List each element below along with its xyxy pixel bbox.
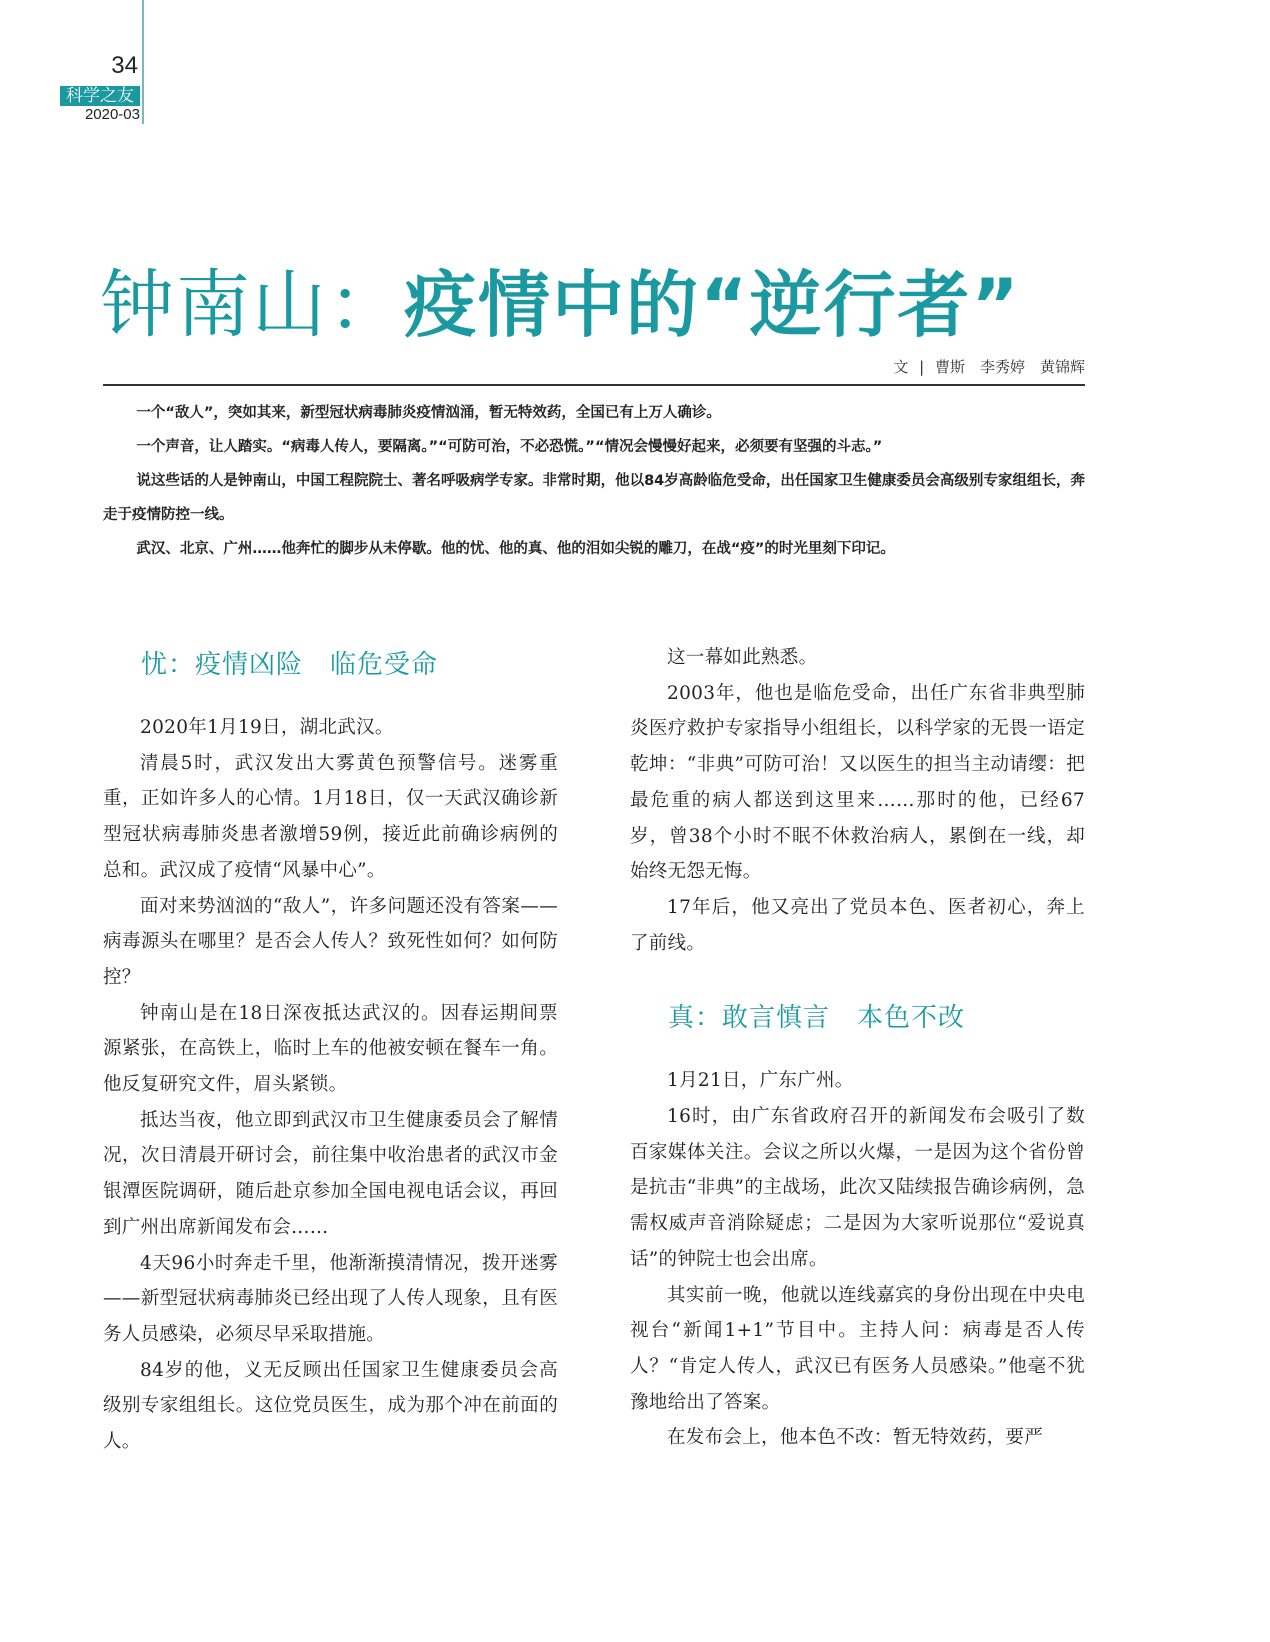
intro-paragraph: 一个“敌人”，突如其来，新型冠状病毒肺炎疫情汹涌，暂无特效药，全国已有上万人确诊。 [136,405,721,421]
body-paragraph: 面对来势汹汹的“敌人”，许多问题还没有答案——病毒源头在哪里？是否会人传人？致死性如何？如何防控？ [103,895,558,988]
section-heading: 真：敢言慎言 本色不改 [668,1003,966,1034]
body-paragraph: 在发布会上，他本色不改：暂无特效药，要严 [667,1427,1044,1449]
magazine-name: 科学之友 [60,86,140,106]
issue-date: 2020-03 [84,106,140,123]
body-paragraph: 2020年1月19日，湖北武汉。 [140,717,394,738]
body-paragraph: 84岁的他，义无反顾出任国家卫生健康委员会高级别专家组组长。这位党员医生，成为那个冲在前面的人。 [103,1359,558,1453]
header-divider [142,0,144,124]
body-paragraph: 17年后，他又亮出了党员本色、医者初心，奔上了前线。 [630,896,1085,954]
body-paragraph: 1月21日，广东广州。 [667,1070,854,1092]
body-paragraph: 钟南山是在18日深夜抵达武汉的。因春运期间票源紧张，在高铁上，临时上车的他被安顿在餐车一角。他反复研究文件，眉头紧锁。 [103,1002,558,1096]
intro-paragraph: 武汉、北京、广州……他奔忙的脚步从未停歇。他的忧、他的真、他的泪如尖锐的雕刀，在战“疫”的时光里刻下印记。 [136,541,895,557]
body-paragraph: 清晨5时，武汉发出大雾黄色预警信号。迷雾重重，正如许多人的心情。1月18日，仅一天武汉确诊新型冠状病毒肺炎患者激增59例，接近此前确诊病例的总和。武汉成了疫情“风暴中心”。 [103,752,558,881]
body-paragraph: 这一幕如此熟悉。 [667,647,818,668]
intro-paragraph: 说这些话的人是钟南山，中国工程院院士、著名呼吸病学专家。非常时期，他以84岁高龄临危受命，出任国家卫生健康委员会高级别专家组组长，奔走于疫情防控一线。 [103,473,1085,523]
body-paragraph: 其实前一晚，他就以连线嘉宾的身份出现在中央电视台“新闻1+1”节目中。主持人问：病毒是否人传人？“肯定人传人，武汉已有医务人员感染。”他毫不犹豫地给出了答案。 [630,1284,1085,1413]
article-title [100,246,1021,352]
body-paragraph: 抵达当夜，他立即到武汉市卫生健康委员会了解情况，次日清晨开研讨会，前往集中收治患者的武汉市金银潭医院调研，随后赴京参加全国电视电话会议，再回到广州出席新闻发布会…… [103,1109,558,1238]
page-number: 34 [111,52,138,79]
body-paragraph: 16时，由广东省政府召开的新闻发布会吸引了数百家媒体关注。会议之所以火爆，一是因为这个省份曾是抗击“非典”的主战场，此次又陆续报告确诊病例，急需权威声音消除疑虑；二是因为大家听说那位“爱说真话”的钟院士也会出席。 [630,1106,1085,1270]
intro-paragraph: 一个声音，让人踏实。“病毒人传人，要隔离。”“可防可治，不必恐慌。”“情况会慢慢好起来，必须要有坚强的斗志。” [136,439,883,455]
title-main: 疫情中的“逆行者” [404,263,1021,347]
column-right [630,640,1085,1456]
intro [103,396,1085,566]
body-paragraph: 4天96小时奔走千里，他渐渐摸清情况，拨开迷雾——新型冠状病毒肺炎已经出现了人传人现象，且有医务人员感染，必须尽早采取措施。 [103,1252,558,1345]
column-left [103,644,558,1460]
section-heading: 忧：疫情凶险 临危受命 [141,650,439,680]
byline: 文 | 曹斯 李秀婷 黄锦辉 [893,358,1085,376]
title-name: 钟南山： [100,262,404,348]
body-paragraph: 2003年，他也是临危受命，出任广东省非典型肺炎医疗救护专家指导小组组长，以科学家的无畏一语定乾坤：“非典”可防可治！又以医生的担当主动请缨：把最危重的病人都送到这里来……那时的他，已经67岁，曾38个小时不眠不休救治病人，累倒在一线，却始终无怨无悔。 [630,682,1085,883]
title-rule [103,384,1085,386]
